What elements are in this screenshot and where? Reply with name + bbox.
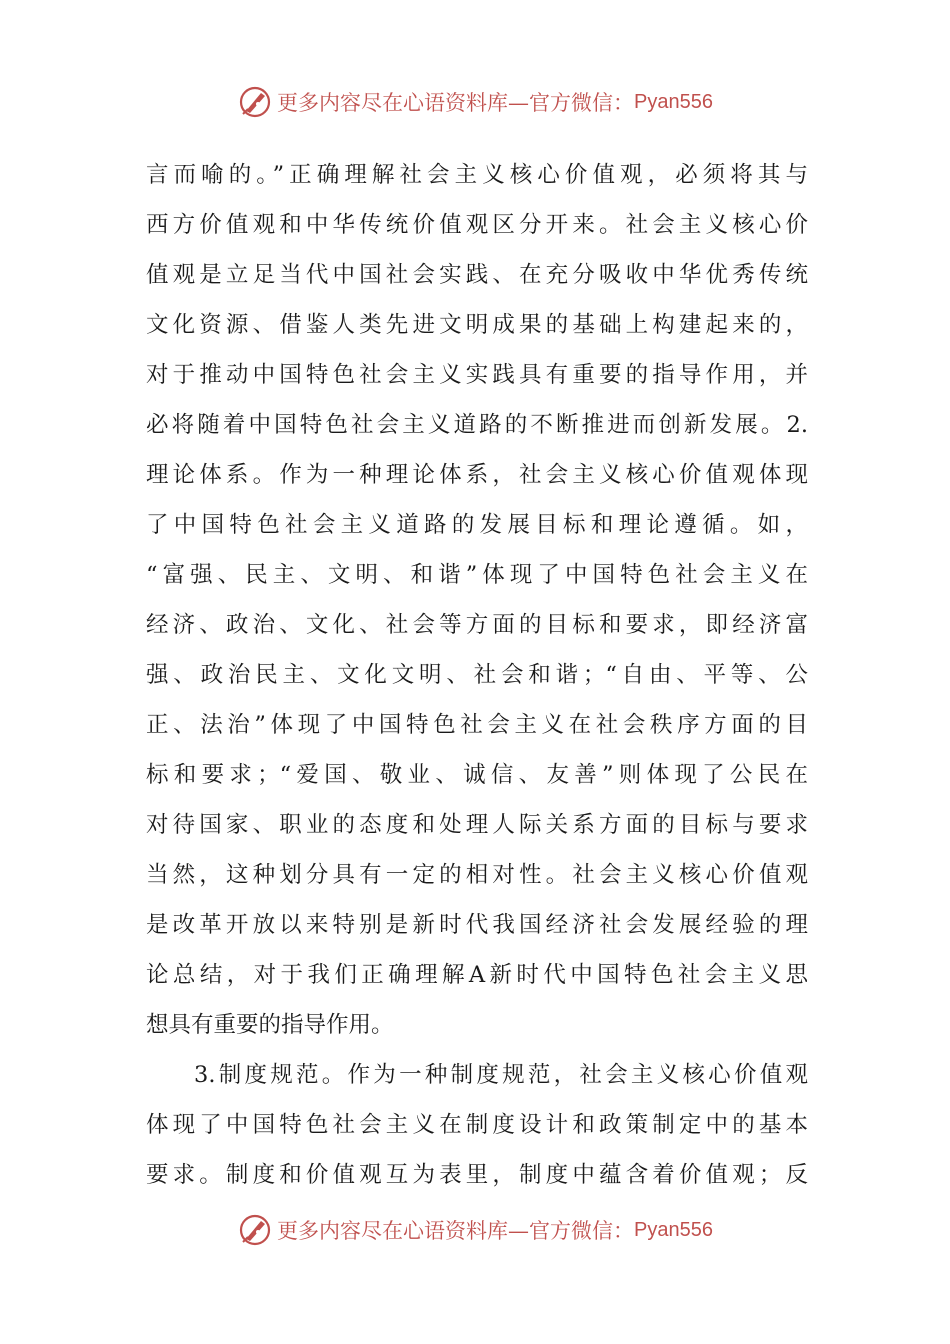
text-line: 值观是立足当代中国社会实践、在充分吸收中华优秀传统 xyxy=(146,262,808,288)
text-line: 体现了中国特色社会主义在制度设计和政策制定中的基本 xyxy=(146,1112,808,1138)
text-line: 要求。制度和价值观互为表里，制度中蕴含着价值观；反 xyxy=(146,1162,808,1188)
text-line: 对待国家、职业的态度和处理人际关系方面的目标与要求 xyxy=(146,812,808,838)
text-line: 西方价值观和中华传统价值观区分开来。社会主义核心价 xyxy=(146,212,808,238)
watermark-wechat-id: Pyan556 xyxy=(634,90,713,113)
paragraph-start-line: 3.制度规范。作为一种制度规范，社会主义核心价值观 xyxy=(194,1062,808,1088)
watermark-text: 更多内容尽在心语资料库—官方微信： xyxy=(277,1219,635,1243)
text-line: 是改革开放以来特别是新时代我国经济社会发展经验的理 xyxy=(146,912,808,938)
pen-circle-icon xyxy=(237,1212,273,1248)
document-body xyxy=(146,150,808,1200)
text-line: 了中国特色社会主义道路的发展目标和理论遵循。如， xyxy=(146,512,808,538)
text-line: 言而喻的。”正确理解社会主义核心价值观，必须将其与 xyxy=(146,162,808,188)
pen-circle-icon xyxy=(237,84,273,120)
text-line: 想具有重要的指导作用。 xyxy=(146,1012,394,1038)
header-watermark xyxy=(0,80,950,124)
watermark-text: 更多内容尽在心语资料库—官方微信： xyxy=(277,91,635,115)
text-line: 对于推动中国特色社会主义实践具有重要的指导作用，并 xyxy=(146,362,808,388)
text-line: 当然，这种划分具有一定的相对性。社会主义核心价值观 xyxy=(146,862,808,888)
text-line: 正、法治”体现了中国特色社会主义在社会秩序方面的目 xyxy=(146,712,808,738)
text-line: “富强、民主、文明、和谐”体现了中国特色社会主义在 xyxy=(146,562,808,588)
text-line: 理论体系。作为一种理论体系，社会主义核心价值观体现 xyxy=(146,462,808,488)
text-line: 必将随着中国特色社会主义道路的不断推进而创新发展。2. xyxy=(146,412,808,438)
footer-watermark xyxy=(0,1208,950,1252)
text-line: 经济、政治、文化、社会等方面的目标和要求，即经济富 xyxy=(146,612,808,638)
text-line: 强、政治民主、文化文明、社会和谐；“自由、平等、公 xyxy=(146,662,808,688)
text-line: 论总结，对于我们正确理解A新时代中国特色社会主义思 xyxy=(146,962,808,988)
watermark-wechat-id: Pyan556 xyxy=(634,1218,713,1241)
text-line: 文化资源、借鉴人类先进文明成果的基础上构建起来的， xyxy=(146,312,808,338)
text-line: 标和要求；“爱国、敬业、诚信、友善”则体现了公民在 xyxy=(146,762,808,788)
